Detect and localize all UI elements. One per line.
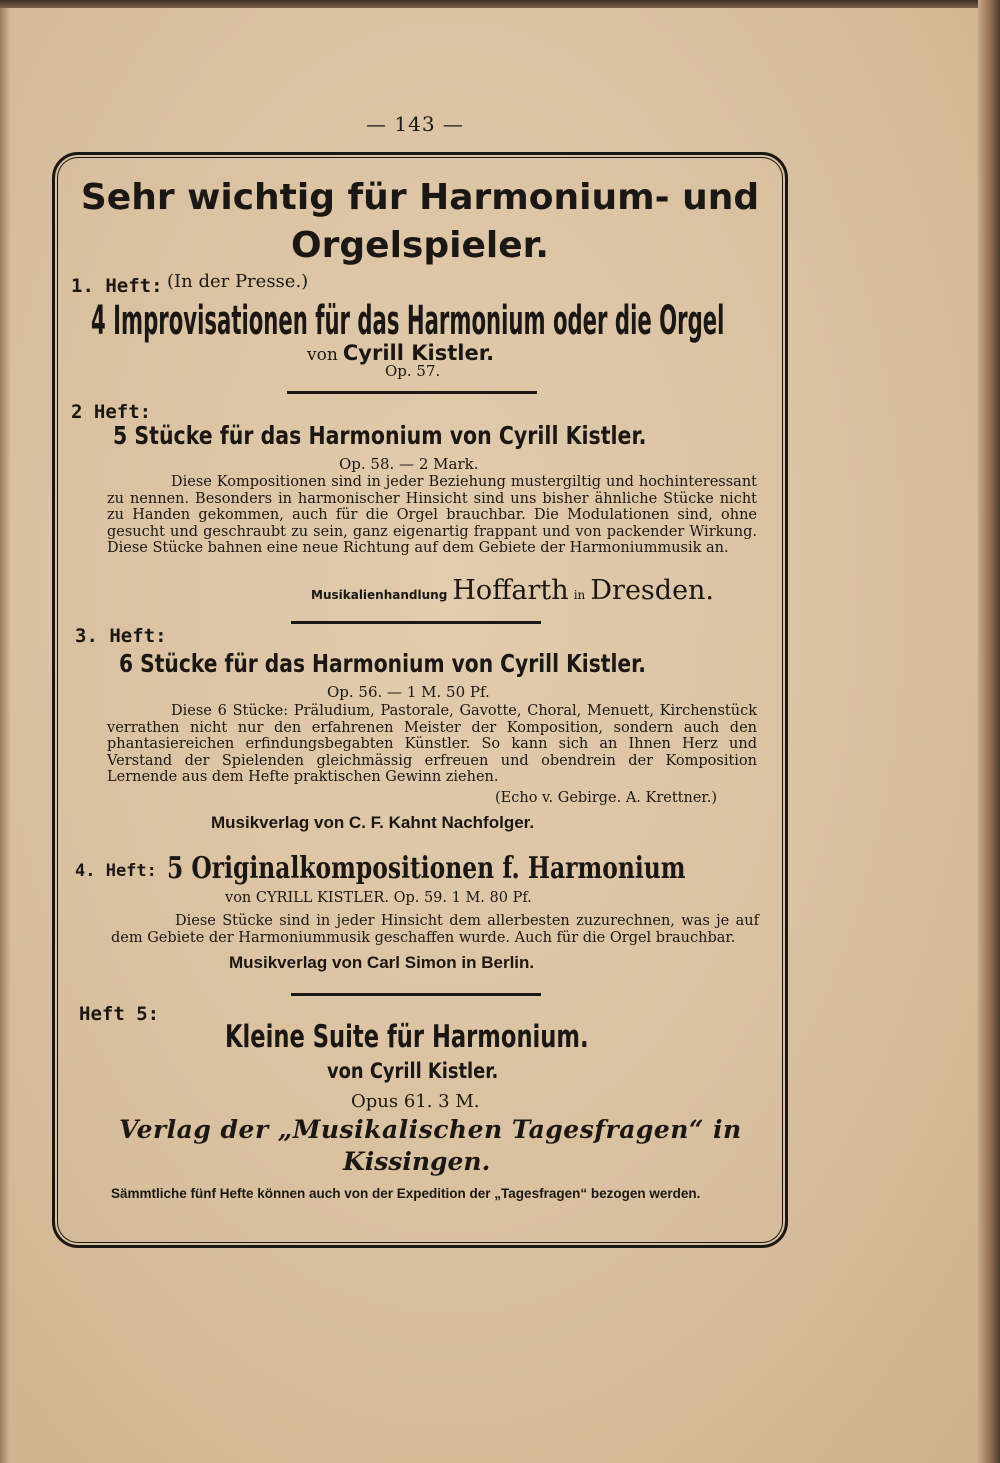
heft3-title-wrap (119, 649, 739, 678)
heft3-description: Diese 6 Stücke: Präludium, Pastorale, Gavotte, Choral, Menuett, Kirchenstück verrathen nicht nur den erfahrenen Meister der Komposition, sondern auch den phantasiereichen erfindungsbegabten Künstler. So kann sich an Ihnen Herz und Verstand der Spielenden gleichmässig erfreuen und obendrein der Komposition Lernende aus dem Hefte praktischen Gewinn ziehen. (107, 703, 757, 785)
heft1-title: 4 Improvisationen für das Harmonium oder die Orgel (91, 298, 725, 344)
heft4-title-wrap (167, 851, 767, 886)
page-left-edge (0, 0, 10, 1463)
heft2-publisher-prefix: Musikalienhandlung (311, 588, 448, 602)
page-number: — 143 — (366, 112, 464, 136)
heft3-label: 3. Heft: (75, 625, 167, 647)
heft2-opus: Op. 58. — 2 Mark. (339, 455, 479, 473)
heft4-description: Diese Stücke sind in jeder Hinsicht dem allerbesten zuzurechnen, was je auf dem Gebiete der Harmoniummusik geschaffen wurde. Auch für die Orgel brauchbar. (111, 913, 759, 946)
heft4-publisher: Musikverlag von Carl Simon in Berlin. (229, 953, 535, 972)
heft1-label: 1. Heft: (71, 275, 163, 297)
heft1-composer: Cyrill Kistler. (342, 341, 495, 365)
heft5-opus: Opus 61. 3 M. (351, 1091, 480, 1112)
divider-3 (291, 993, 541, 996)
heft4-label: 4. Heft: (75, 861, 157, 881)
heft5-title: Kleine Suite für Harmonium. (225, 1019, 589, 1055)
heft1-note: (In der Presse.) (167, 271, 309, 292)
heft2-publisher-in: in (573, 588, 586, 602)
heft2-publisher (311, 575, 714, 606)
heft2-title-wrap (113, 421, 733, 450)
heft5-byline: von Cyrill Kistler. (327, 1059, 499, 1083)
heft2-publisher-name: Hoffarth (452, 575, 569, 606)
heft5-byline-wrap (327, 1059, 527, 1083)
heft5-publisher-line2: Kissingen. (343, 1147, 491, 1176)
heft4-byline: von CYRILL KISTLER. Op. 59. 1 M. 80 Pf. (225, 890, 532, 906)
ad-title-line1: Sehr wichtig für Harmonium- und (80, 177, 760, 218)
book-binding-edge (978, 0, 1000, 1463)
heft2-title: 5 Stücke für das Harmonium von Cyrill Kistler. (113, 421, 647, 450)
heft3-source: (Echo v. Gebirge. A. Krettner.) (495, 790, 718, 806)
heft2-publisher-city: Dresden. (590, 575, 715, 606)
heft5-title-wrap (225, 1019, 645, 1055)
heft2-description: Diese Kompositionen sind in jeder Beziehung mustergiltig und hochinteressant zu nennen. Besonders in harmonischer Hinsicht sind uns bisher ähnliche Stücke nicht zu Handen gekommen, auch für die Orgel brauchbar. Die Modulationen sind, ohne gesucht und geschraubt zu sein, ganz eigenartig frappant und von packender Wirkung. Diese Stücke bahnen eine neue Richtung auf dem Gebiete der Harmoniummusik an. (107, 474, 757, 556)
advertisement-frame (52, 152, 788, 1248)
heft3-title: 6 Stücke für das Harmonium von Cyrill Kistler. (119, 649, 646, 678)
heft2-label: 2 Heft: (71, 401, 152, 423)
divider-1 (287, 391, 537, 394)
footer-note: Sämmtliche fünf Hefte können auch von der Expedition der „Tagesfragen“ bezogen werden. (111, 1186, 701, 1201)
divider-2 (291, 621, 541, 624)
page-top-edge (0, 0, 1000, 8)
heft3-opus: Op. 56. — 1 M. 50 Pf. (327, 683, 490, 701)
heft5-label: Heft 5: (79, 1003, 160, 1025)
heft5-publisher-line1: Verlag der „Musikalischen Tagesfragen“ in (119, 1115, 742, 1144)
ad-title-line2: Orgelspieler. (291, 225, 549, 266)
heft3-publisher: Musikverlag von C. F. Kahnt Nachfolger. (211, 813, 535, 832)
heft1-by-prefix: von (307, 345, 338, 365)
heft1-opus: Op. 57. (385, 362, 441, 380)
heft4-title: 5 Originalkompositionen f. Harmonium (167, 851, 686, 886)
